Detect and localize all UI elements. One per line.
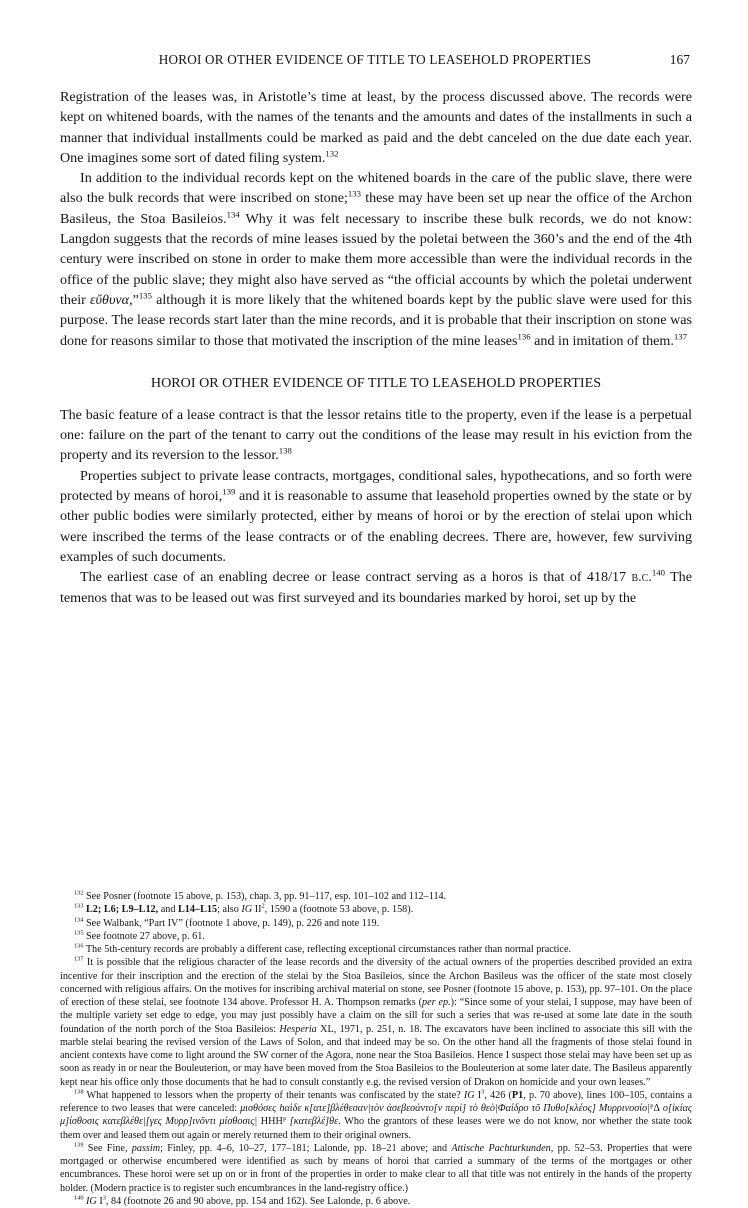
footnote-text: What happened to lessors when the property of their tenants was confiscated by the state? <box>83 1089 464 1101</box>
edition-sup: 2 <box>261 902 265 910</box>
footnote-text: See footnote 27 above, p. 61. <box>83 930 205 942</box>
text: The basic feature of a lease contract is that the lessor retains title to the property, even if the lease is a perpetual one: failure on the part of the tenant to carry out the conditions of the lease may result in his eviction from the property and its reversion to the lessor. <box>60 406 692 464</box>
footnote-139 <box>60 1142 692 1195</box>
page-number: 167 <box>669 52 690 67</box>
inscription-refs: L2; L6; L9–L12, <box>86 904 159 916</box>
ig-abbrev: IG <box>463 1089 475 1101</box>
paragraph-horoi-protection <box>60 466 692 567</box>
greek-term: εὔθυνα <box>90 291 130 308</box>
footnote-text: ᴾΔ <box>649 1103 660 1114</box>
footnote-ref-135[interactable]: 135 <box>138 290 152 301</box>
journal-title: Hesperia <box>279 1023 317 1035</box>
footnote-number: 135 <box>74 929 84 937</box>
edition-sup: 3 <box>481 1088 485 1096</box>
footnote-ref-132[interactable]: 132 <box>325 148 339 159</box>
paragraph-bulk-records <box>60 168 692 351</box>
italic-text: passim <box>131 1142 161 1154</box>
footnote-text: and <box>158 904 178 916</box>
text: Registration of the leases was, in Aristotle’s time at least, by the process discussed above. The records were kept on whitened boards, with the names of the tenants and the amounts and dates of the installments in such a manner that individual installments could be marked as paid and the debt canceled on the due date each year. One imagines some sort of dated filing system. <box>60 89 692 166</box>
text: The temenos that was to be leased out was first surveyed and its boundaries marked by horoi, set up by the <box>60 569 692 606</box>
footnote-text: ; also <box>217 904 242 916</box>
text: these may have been set up near the office of the Archon Basileus, the Stoa Basileios. <box>60 190 692 227</box>
footnote-134 <box>60 917 692 930</box>
text: Properties subject to private lease contracts, mortgages, conditional sales, hypothecations, and so forth were protected by means of horoi, <box>60 467 692 505</box>
footnote-text: ): “Since some of your stelai, I suppose, may have been of the multiple variety set edge to edge, you may just possibly have a claim on the sill for such a series that was re-used at some late date in the south foundation of the north porch of the Stoa Basileios: <box>60 997 692 1035</box>
footnote-text: I <box>474 1089 482 1101</box>
body-text <box>60 87 692 608</box>
era-abbreviation: b.c. <box>631 569 652 586</box>
text: although it is more likely that the whitened boards kept by the public slave were used for this purpose. The lease records start later than the mine records, and it is probable that their inscription on stone was done for reasons similar to those that motivated the inscription of the mine leases <box>60 291 692 349</box>
footnote-132 <box>60 890 692 903</box>
running-head <box>60 52 690 74</box>
footnote-text: It is possible that the religious character of the lease records and the diversity of the actual owners of the properties described provided an extra incentive for their inscription and the erection of the stelai by the Stoa Basileios, since the Archon Basileus was the officer of the state most closely concerned with religious affairs. On the motives for inscribing archival material on stone, see Posner (footnote 15 above, p. 153), pp. 97–101. On the place of erection of these stelai, see footnote 134 above. Professor H. A. Thompson remarks ( <box>60 957 692 1008</box>
footnote-ref-134[interactable]: 134 <box>226 209 240 220</box>
footnote-ref-133[interactable]: 133 <box>347 188 362 199</box>
footnote-text: XL, 1971, p. 251, n. 18. The excavators have been inclined to associate this sill with the marble stelai bearing the revised version of the Laws of Solon, and that indeed may be so. On the other hand all the fragments of those stelai found in ancient contexts have come to light around the SW corner of the Agora, none near the Stoa Basileios. Hence I suspect those stelai may have been set up as soon as ready in or near the Bouleuterion, or may have been moved from the Stoa Basileios to the Bouleuterion at some later date. The Basileus apparently kept near his office only those documents that he had to consult constantly e.g. the revised version of Drakon on homicide and your own leases.” <box>60 1023 692 1088</box>
footnote-text: II <box>252 904 262 916</box>
footnote-133 <box>60 903 692 916</box>
footnote-text: , pp. 52–53. Properties that were mortgaged or otherwise encumbered were identified as such by means of horoi that carried a summary of the terms of the mortgages or other encumbrances. These horoi were set up on or in front of the properties in order to make clear to all that title was not entirely in the hands of the property holder. (Modern practice is to register such encumbrances in the land-registry office.) <box>60 1142 692 1194</box>
edition-sup: 3 <box>102 1194 106 1202</box>
italic-text: per ep. <box>421 997 451 1008</box>
footnote-136 <box>60 943 692 956</box>
footnote-text: , 426 ( <box>484 1089 512 1101</box>
inscription-refs: L14–L15 <box>178 904 218 916</box>
footnote-number: 136 <box>74 942 84 950</box>
ig-abbrev: IG <box>241 904 253 916</box>
footnote-text: I <box>96 1195 103 1207</box>
section-heading: HOROI OR OTHER EVIDENCE OF TITLE TO LEASEHOLD PROPERTIES <box>150 374 602 391</box>
footnote-ref-140[interactable]: 140 <box>651 567 665 578</box>
footnote-number: 137 <box>74 955 84 963</box>
ig-abbrev: IG <box>86 1195 97 1207</box>
footnote-135 <box>60 930 692 943</box>
footnote-text: See Walbank, “Part IV” (footnote 1 above, p. 149), p. 226 and note 119. <box>83 917 380 929</box>
book-title: Attische Pachturkunden <box>451 1142 551 1154</box>
text: and in imitation of them. <box>530 332 674 349</box>
greek-quotation: ο[ἰκίας μ]ίσθοσις κατεβλέθε|[γες Μυρρ]ινõντι μίσθοσις| <box>60 1103 693 1128</box>
footnote-number: 134 <box>74 916 84 924</box>
footnote-ref-139[interactable]: 139 <box>222 486 236 497</box>
footnotes <box>60 890 692 1208</box>
footnote-number: 139 <box>74 1141 84 1149</box>
footnote-ref-137[interactable]: 137 <box>673 330 688 341</box>
paragraph-earliest-case <box>60 567 692 608</box>
footnote-text: , 84 (footnote 26 and 90 above, pp. 154 and 162). See Lalonde, p. 6 above. <box>105 1195 411 1207</box>
paragraph-registration <box>60 87 692 168</box>
footnote-text: , p. 70 above), lines 100–105, contains a reference to two leases that were canceled: <box>60 1089 692 1114</box>
footnote-number: 132 <box>74 889 84 897</box>
footnote-138 <box>60 1089 692 1142</box>
footnote-ref-138[interactable]: 138 <box>278 445 292 456</box>
footnote-text: The 5th-century records are probably a different case, reflecting exceptional circumstances rather than normal practice. <box>83 944 572 955</box>
footnote-text: ; Finley, pp. 4–6, 10–27, 177–181; Lalonde, pp. 18–21 above; and <box>160 1142 452 1154</box>
footnote-text: . Who the grantors of these leases were we do not know, nor whether the state took them over and leased them out again or merely returned them to their original owners. <box>60 1116 692 1141</box>
paragraph-lease-contract <box>60 405 692 466</box>
running-title: HOROI OR OTHER EVIDENCE OF TITLE TO LEASEHOLD PROPERTIES <box>158 52 592 67</box>
footnote-140 <box>60 1195 692 1208</box>
footnote-text: , 1590 a (footnote 53 above, p. 158). <box>264 904 414 916</box>
footnote-text: ΗΗΗᴾ <box>257 1116 290 1128</box>
footnote-ref-136[interactable]: 136 <box>517 330 531 341</box>
inscription-refs: P1 <box>511 1089 524 1101</box>
footnote-number: 138 <box>74 1088 84 1096</box>
footnote-number: 133 <box>74 902 84 910</box>
footnote-number: 140 <box>74 1194 84 1202</box>
text: The earliest case of an enabling decree or lease contract serving as a horos is that of 418/17 <box>80 569 632 586</box>
text: In addition to the individual records kept on the whitened boards in the care of the public slave, there were also the bulk records that were inscribed on stone; <box>60 170 692 207</box>
greek-quotation: [κατεβλέ]θε <box>289 1116 339 1128</box>
text: and it is reasonable to assume that leasehold properties owned by the state or by other public bodies were similarly protected, either by means of horoi or by the erection of stelai upon which were inscribed the terms of the lease contracts or of the enabling decrees. There are, however, few surviving examples of such documents. <box>60 488 693 565</box>
footnote-137 <box>60 956 692 1089</box>
greek-quotation: μισθόσες hαὶδε κ[ατε]βλέθεσαν|τὸν ἀσεβεσάντο[ν περὶ] τὸ θεὸ|Φαίδρο τõ Πυθο[κλέος] Μυρρινοσίο| <box>240 1103 650 1114</box>
footnote-text: See Fine, <box>83 1142 132 1154</box>
text: Why it was felt necessary to inscribe these bulk records, we do not know: Langdon suggests that the records of mine leases issued by the poletai between the 360’s and the end of the 4th century were inscribed on stone in order to make them more accessible than were the individual records in the office of the public slave; they might also have served as “the official accounts by which the poletai underwent their <box>60 210 693 308</box>
text: ,” <box>129 291 139 308</box>
footnote-text: See Posner (footnote 15 above, p. 153), chap. 3, pp. 91–117, esp. 101–102 and 112–114. <box>83 891 447 902</box>
